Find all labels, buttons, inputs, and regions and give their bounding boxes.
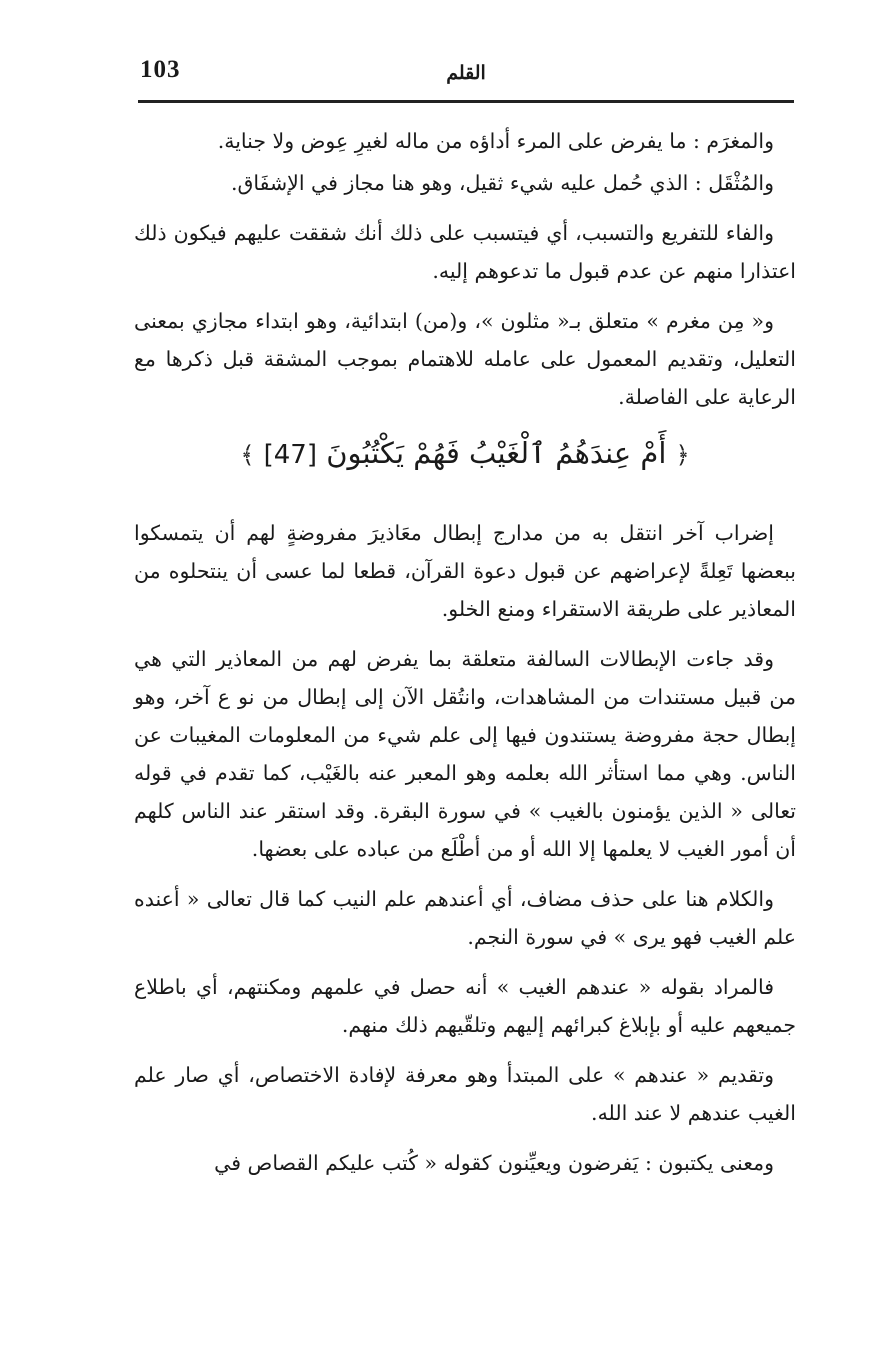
- ornate-bracket-open: ﴿: [675, 441, 690, 469]
- ornate-bracket-close: ﴾: [240, 441, 255, 469]
- header-rule: [138, 100, 794, 103]
- paragraph: والفاء للتفريع والتسبب، أي فيتسبب على ذلك أنك شققت عليهم فيكون ذلك اعتذارا منهم عن عدم قبول ما تدعوهم إليه.: [134, 221, 796, 283]
- paragraph: فالمراد بقوله « عندهم الغيب » أنه حصل في علمهم ومكنتهم، أي باطلاع جميعهم عليه أو بإبلاغ كبرائهم إليهم وتلقّيهم ذلك منهم.: [134, 975, 796, 1037]
- page-number: 103: [140, 56, 181, 83]
- running-title: القلم: [446, 62, 486, 84]
- paragraph: والكلام هنا على حذف مضاف، أي أعندهم علم النيب كما قال تعالى « أعنده علم الغيب فهو يرى » في سورة النجم.: [134, 887, 796, 949]
- verse-number: [47]: [263, 440, 317, 470]
- page-body: [134, 122, 796, 1194]
- paragraph: وتقديم « عندهم » على المبتدأ وهو معرفة لإفادة الاختصاص، أي صار علم الغيب عندهم لا عند الله.: [134, 1063, 796, 1125]
- paragraph: و« مِن مغرم » متعلق بـ« مثلون »، و(من) ابتدائية، وهو ابتداء مجازي بمعنى التعليل، وتقديم المعمول على عامله للاهتمام بموجب المشقة قبل ذكرها مع الرعاية على الفاصلة.: [134, 309, 796, 409]
- verse-text: أَمْ عِندَهُمُ ٱلْغَيْبُ فَهُمْ يَكْتُبُونَ: [326, 436, 667, 470]
- paragraph: والمُثْقَل : الذي حُمل عليه شيء ثقيل، وهو هنا مجاز في الإشفَاق.: [230, 171, 774, 195]
- paragraph: وقد جاءت الإبطالات السالفة متعلقة بما يفرض لهم من المعاذير التي هي من قبيل مستندات من المشاهدات، وانتُقل الآن إلى إبطال من نو ع آخر، وهو إبطال حجة مفروضة يستندون فيها إلى علم شيء من المعلومات المغيبات عن الناس. وهي مما استأثر الله بعلمه وهو المعبر عنه بالغَيْب، كما تقدم في قوله تعالى « الذين يؤمنون بالغيب » في سورة البقرة. وقد استقر عند الناس كلهم أن أمور الغيب لا يعلمها إلا الله أو من أطْلَع من عباده على بعضها.: [134, 647, 796, 861]
- paragraph: إضراب آخر انتقل به من مدارج إبطال معَاذيرَ مفروضةٍ لهم أن يتمسكوا ببعضها تَعِلةً لإعراضهم عن قبول دعوة القرآن، قطعا لما عسى أن ينتحلوه من المعاذير على طريقة الاستقراء ومنع الخلو.: [134, 521, 796, 621]
- page-header: [138, 48, 794, 96]
- paragraph: والمغرَم : ما يفرض على المرء أداؤه من ماله لغيرِ عِوض ولا جناية.: [217, 129, 774, 153]
- quran-verse: [134, 428, 796, 480]
- paragraph: ومعنى يكتبون : يَفرضون ويعيِّنون كقوله « كُتب عليكم القصاص في: [214, 1151, 774, 1175]
